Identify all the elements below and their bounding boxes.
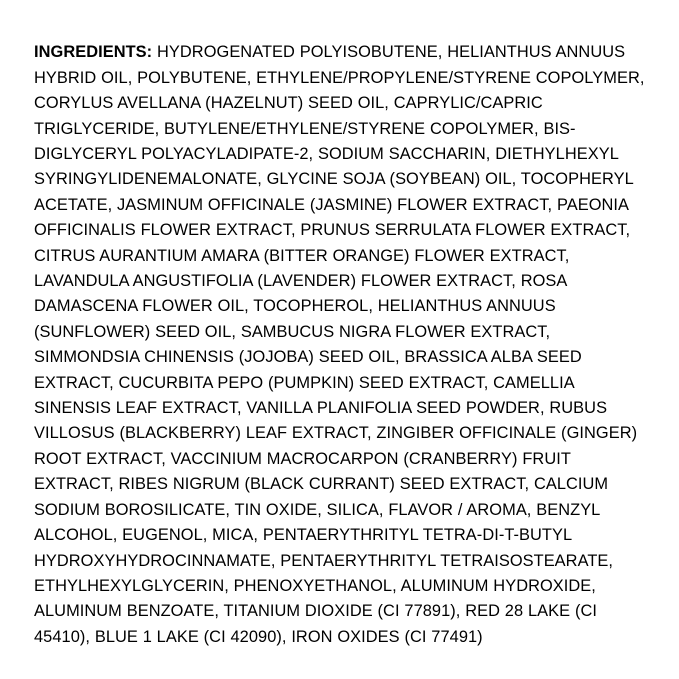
- ingredients-list-text: HYDROGENATED POLYISOBUTENE, HELIANTHUS ANNUUS HYBRID OIL, POLYBUTENE, ETHYLENE/PROPYLENE/STYRENE COPOLYMER, CORYLUS AVELLANA (HAZELNUT) SEED OIL, CAPRYLIC/CAPRIC TRIGLYCERIDE, BUTYLENE/ETHYLENE/STYRENE COPOLYMER, BIS-DIGLYCERYL POLYACYLADIPATE-2, SODIUM SACCHARIN, DIETHYLHEXYL SYRINGYLIDENEMALONATE, GLYCINE SOJA (SOYBEAN) OIL, TOCOPHERYL ACETATE, JASMINUM OFFICINALE (JASMINE) FLOWER EXTRACT, PAEONIA OFFICINALIS FLOWER EXTRACT, PRUNUS SERRULATA FLOWER EXTRACT, CITRUS AURANTIUM AMARA (BITTER ORANGE) FLOWER EXTRACT, LAVANDULA ANGUSTIFOLIA (LAVENDER) FLOWER EXTRACT, ROSA DAMASCENA FLOWER OIL, TOCOPHEROL, HELIANTHUS ANNUUS (SUNFLOWER) SEED OIL, SAMBUCUS NIGRA FLOWER EXTRACT, SIMMONDSIA CHINENSIS (JOJOBA) SEED OIL, BRASSICA ALBA SEED EXTRACT, CUCURBITA PEPO (PUMPKIN) SEED EXTRACT, CAMELLIA SINENSIS LEAF EXTRACT, VANILLA PLANIFOLIA SEED POWDER, RUBUS VILLOSUS (BLACKBERRY) LEAF EXTRACT, ZINGIBER OFFICINALE (GINGER) ROOT EXTRACT, VACCINIUM MACROCARPON (CRANBERRY) FRUIT EXTRACT, RIBES NIGRUM (BLACK CURRANT) SEED EXTRACT, CALCIUM SODIUM BOROSILICATE, TIN OXIDE, SILICA, FLAVOR / AROMA, BENZYL ALCOHOL, EUGENOL, MICA, PENTAERYTHRITYL TETRA-DI-T-BUTYL HYDROXYHYDROCINNAMATE, PENTAERYTHRITYL TETRAISOSTEARATE, ETHYLHEXYLGLYCERIN, PHENOXYETHANOL, ALUMINUM HYDROXIDE, ALUMINUM BENZOATE, TITANIUM DIOXIDE (CI 77891), RED 28 LAKE (CI 45410), BLUE 1 LAKE (CI 42090), IRON OXIDES (CI 77491): [34, 43, 645, 646]
- ingredients-label: INGREDIENTS:: [34, 43, 153, 62]
- ingredients-paragraph: [34, 40, 645, 650]
